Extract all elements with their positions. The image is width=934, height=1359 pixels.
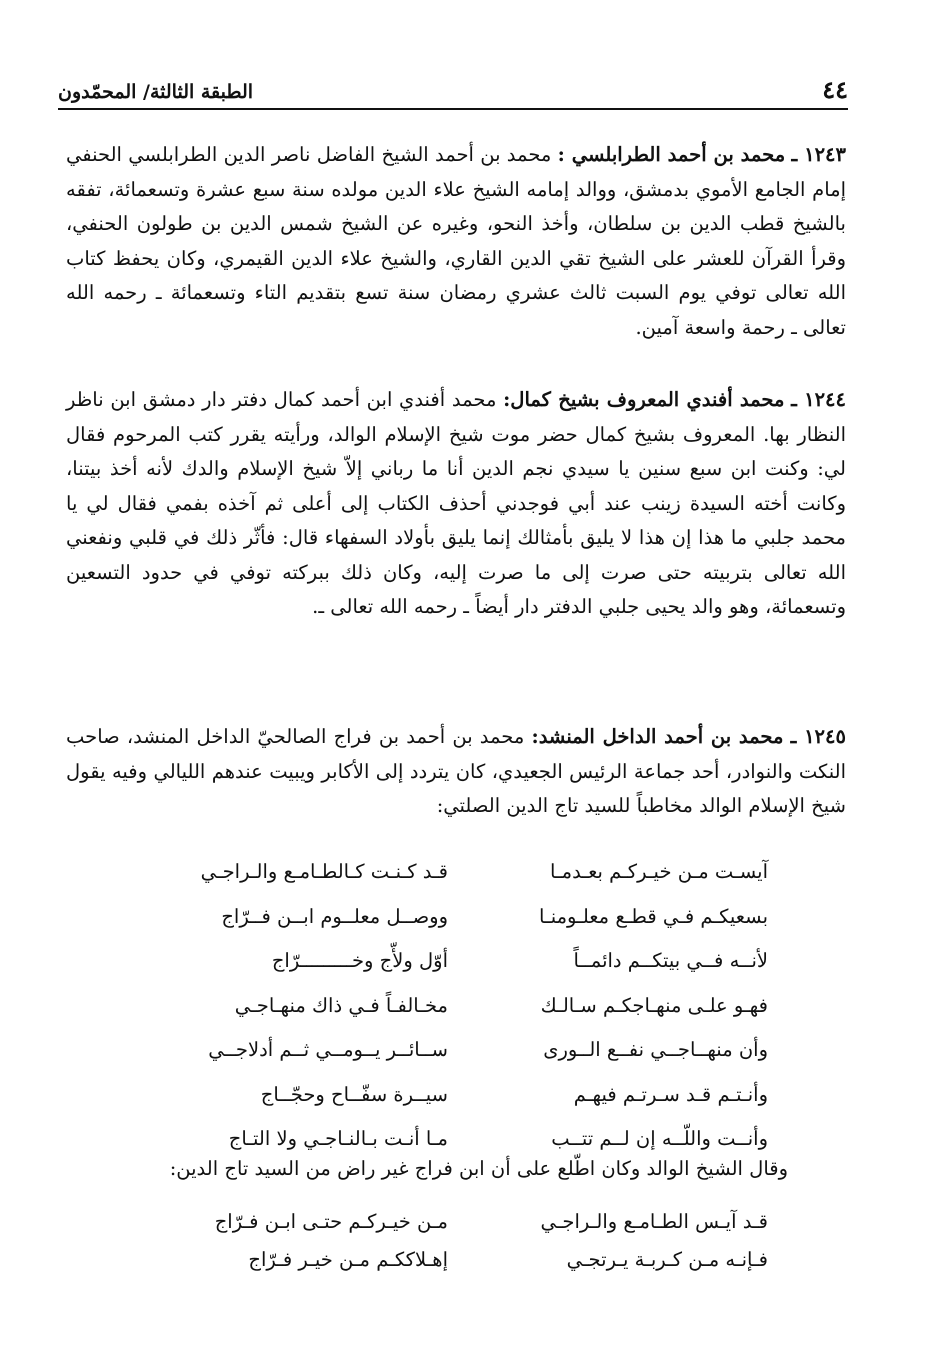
verse [148, 1241, 768, 1279]
hemistich-first: لأنــه فــي بيتكــم دائمــاً [573, 949, 768, 972]
hemistich-second: مـن خيـركـم حتـى ابـن فـرّاج [214, 1210, 448, 1233]
hemistich-first: وأنــت واللّــه إن لــم تتــب [551, 1127, 768, 1150]
hemistich-first: قـد آيـس الطـامـع والـراجـي [540, 1210, 768, 1233]
hemistich-first: فـإنـه مـن كـربـة يـرتجـي [566, 1248, 768, 1271]
running-title: الطبقة الثالثة/ المحمّدون [58, 81, 254, 103]
biography-entry-1244 [66, 383, 846, 625]
hemistich-second: أوّل ولأّج وخـــــــــرّاج [271, 949, 448, 972]
hemistich-second: قـد كـنـت كـالطـامـع والـراجـي [200, 860, 448, 883]
header-rule [58, 108, 848, 110]
entry-paragraph [66, 720, 846, 824]
verse [148, 850, 768, 895]
entry-number: ١٢٤٤ ـ [791, 388, 846, 411]
poem-first [148, 850, 768, 1162]
hemistich-second: سيــرة سفّــاح وحجّــاج [260, 1082, 448, 1106]
poem-second [148, 1203, 768, 1279]
entry-text: محمد بن أحمد بن فراج الصالحيّ الداخل المنشد، صاحب النكت والنوادر، أحد جماعة الرئيس الجعيدي، كان يتردد إلى الأكابر ويبيت عندهم الليالي وفيه يقول شيخ الإسلام الوالد مخاطباً للسيد تاج الدين الصلتي: [66, 725, 846, 817]
entry-name: محمد بن أحمد الطرابلسي : [557, 143, 786, 166]
entry-paragraph [66, 138, 846, 345]
hemistich-second: ســائــر يــومــي ثــم أدلاجــي [208, 1038, 448, 1061]
poem-intro: وقال الشيخ الوالد وكان اطّلع على أن ابن فراج غير راض من السيد تاج الدين: [169, 1157, 788, 1180]
verse [148, 1028, 768, 1073]
hemistich-second: مخـالفـاً فـي ذاك منهـاجـي [234, 993, 448, 1017]
hemistich-first: بسعيكـم فـي قطـع معلـومنـا [539, 904, 768, 928]
hemistich-first: فهـو علـى منهـاجكـم سـالـك [540, 993, 768, 1017]
hemistich-second: إهـلاككـم مـن خيـر فـرّاج [248, 1248, 448, 1271]
verse [148, 939, 768, 984]
entry-paragraph [66, 383, 846, 625]
verse [148, 1203, 768, 1241]
hemistich-second: ووصــل معلــوم ابــن فــرّاج [221, 904, 448, 928]
hemistich-first: وأن منهــاجــي نفــع الــورى [543, 1038, 768, 1061]
entry-name: محمد بن أحمد الداخل المنشد: [531, 725, 784, 748]
verse [148, 895, 768, 940]
entry-number: ١٢٤٥ ـ [790, 725, 846, 748]
entry-name: محمد أفندي المعروف بشيخ كمال: [503, 388, 785, 411]
verse [148, 984, 768, 1029]
hemistich-first: آيسـت مـن خيـركـم بعـدمـا [550, 860, 768, 883]
biography-entry-1245 [66, 720, 846, 824]
biography-entry-1243 [66, 138, 846, 345]
entry-text: محمد بن أحمد الشيخ الفاضل ناصر الدين الطرابلسي الحنفي إمام الجامع الأموي بدمشق، ووالد إمامه الشيخ علاء الدين مولده سنة سبع عشرة وتسعمائة، تفقه بالشيخ قطب الدين بن سلطان، وأخذ النحو، وغيره عن الشيخ شمس الدين بن طولون الحنفي، وقرأ القرآن للعشر على الشيخ تقي الدين القاري، والشيخ علاء الدين القيمري، وكان يحفظ كتاب الله تعالى توفي يوم السبت ثالث عشري رمضان سنة تسع بتقديم التاء وتسعمائة ـ رحمه الله تعالى ـ رحمة واسعة آمين. [66, 143, 846, 339]
hemistich-second: مـا أنـت بـالنـاجـي ولا التـاج [228, 1127, 448, 1150]
entry-number: ١٢٤٣ ـ [791, 143, 847, 166]
verse [148, 1073, 768, 1118]
entry-text: محمد أفندي ابن أحمد كمال دفتر دار دمشق ابن ناظر النظار بها. المعروف بشيخ كمال حضر موت شيخ الإسلام الوالد، ورأيته يقرر كتب المرحوم فقال لي: وكنت ابن سبع سنين يا سيدي نجم الدين أنا ما رباني إلاّ شيخ الإسلام والدك لأنه أخذ بيتنا، وكانت أخته السيدة زينب عند أبي فوجدني أحذف الكتاب إلى أعلى ثم آخذه بفمي فقال لي يا محمد جلبي ما هذا إن هذا لا يليق بأمثالك إنما يليق بأولاد السفهاء قال: فأثّر ذلك في قلبي ونفعني الله تعالى بتربيته حتى صرت إلى ما صرت إليه، وكان ذلك ببركته توفي في حدود التسعين وتسعمائة، وهو والد يحيى جلبي الدفتر دار أيضاً ـ رحمه الله تعالى ـ. [66, 388, 846, 618]
page-number: ٤٤ [822, 75, 848, 104]
page-header [58, 66, 848, 102]
hemistich-first: وأنـتـم قـد سـرتـم فيهـم [573, 1082, 768, 1106]
